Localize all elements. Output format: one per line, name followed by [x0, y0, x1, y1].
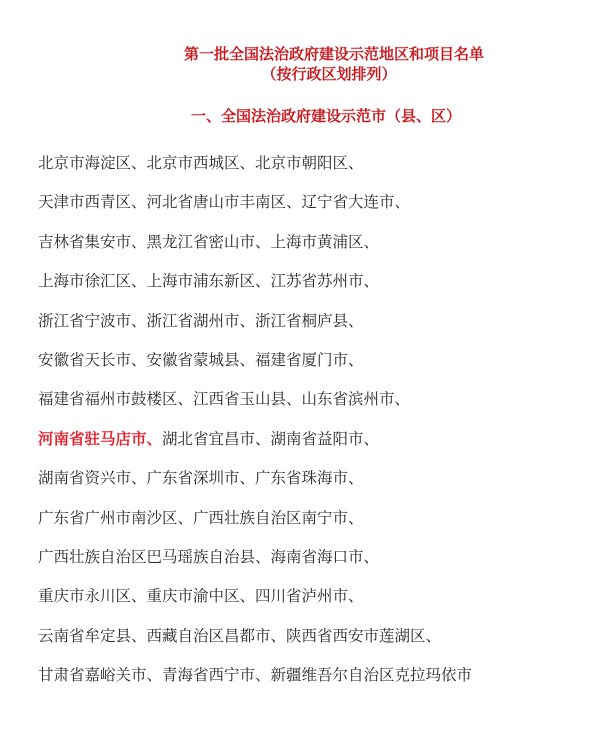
list-line [38, 544, 598, 583]
list-line-text: 浙江省宁波市、浙江省湖州市、浙江省桐庐县、 [38, 311, 364, 330]
list-line [38, 347, 598, 386]
list-line [38, 505, 598, 544]
highlighted-region: 河南省驻马店市、 [38, 429, 163, 448]
document-header [0, 44, 600, 84]
document-subtitle: （按行政区划排列） [261, 65, 397, 83]
list-line [38, 268, 598, 307]
list-line [38, 229, 598, 268]
list-line [38, 189, 598, 228]
list-line [38, 465, 598, 504]
list-line [38, 386, 598, 425]
list-line-text: 福建省福州市鼓楼区、江西省玉山县、山东省滨州市、 [38, 390, 411, 409]
list-line-text: 云南省牟定县、西藏自治区昌都市、陕西省西安市莲湖区、 [38, 626, 442, 645]
list-line-text: 湖北省宜昌市、湖南省益阳市、 [162, 429, 380, 448]
list-line [38, 623, 598, 662]
list-line [38, 662, 598, 701]
list-line-text: 上海市徐汇区、上海市浦东新区、江苏省苏州市、 [38, 272, 380, 291]
list-line [38, 308, 598, 347]
list-line-text: 重庆市永川区、重庆市渝中区、四川省泸州市、 [38, 587, 364, 606]
list-line-text: 湖南省资兴市、广东省深圳市、广东省珠海市、 [38, 469, 364, 488]
list-line-text: 甘肃省嘉峪关市、青海省西宁市、新疆维吾尔自治区克拉玛依市 [38, 666, 473, 685]
list-line-text: 吉林省集安市、黑龙江省密山市、上海市黄浦区、 [38, 232, 380, 251]
list-line-text: 北京市海淀区、北京市西城区、北京市朝阳区、 [38, 154, 364, 172]
document-title: 第一批全国法治政府建设示范地区和项目名单 [183, 45, 484, 63]
list-line-text: 广西壮族自治区巴马瑶族自治县、海南省海口市、 [38, 547, 380, 566]
list-line-text: 广东省广州市南沙区、广西壮族自治区南宁市、 [38, 508, 364, 527]
section-heading: 一、全国法治政府建设示范市（县、区） [190, 107, 461, 125]
list-line-text: 安徽省天长市、安徽省蒙城县、福建省厦门市、 [38, 350, 364, 369]
list-line-text: 天津市西青区、河北省唐山市丰南区、辽宁省大连市、 [38, 193, 411, 212]
list-line [38, 583, 598, 622]
list-line [38, 426, 598, 465]
list-line [38, 150, 598, 189]
region-list [38, 150, 598, 701]
